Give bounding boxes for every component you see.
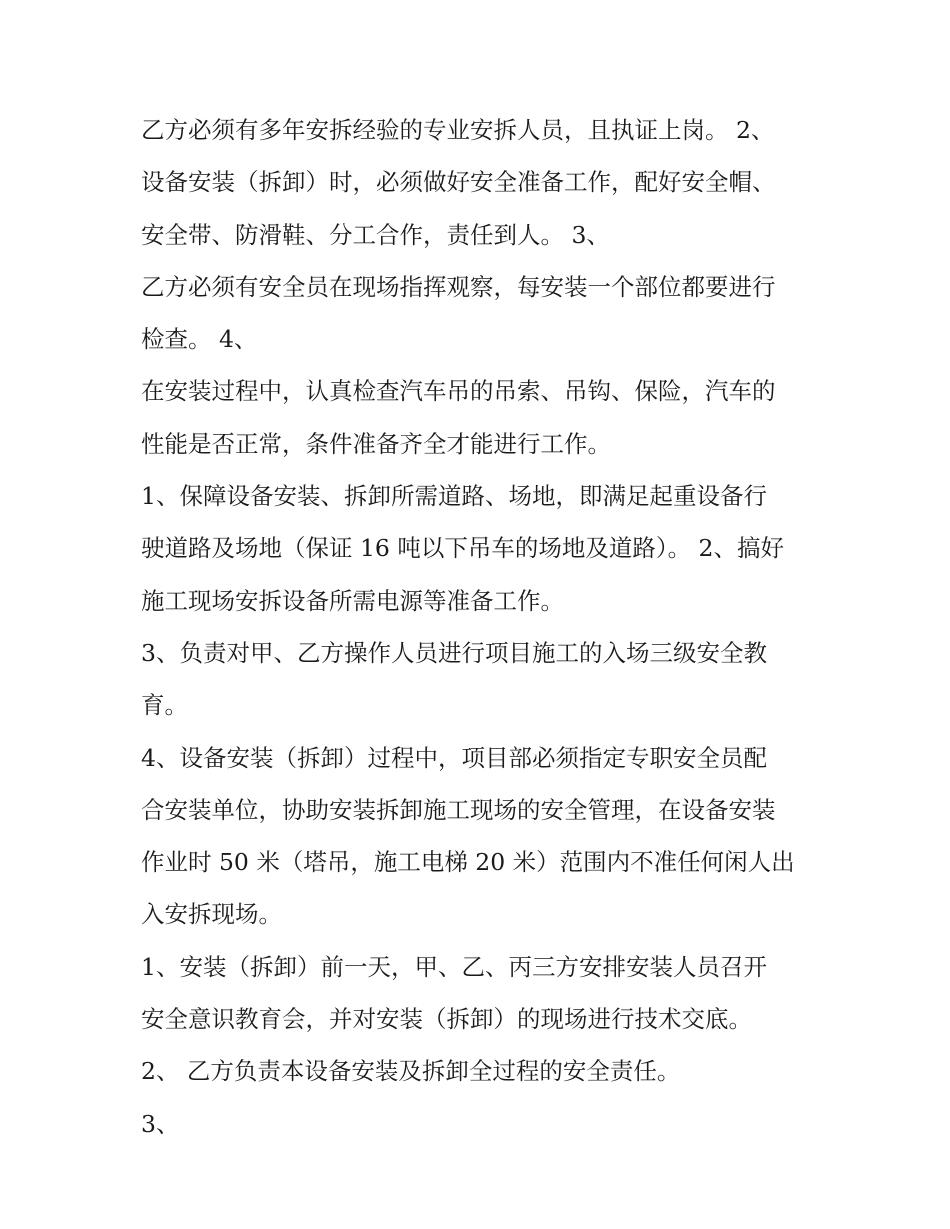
text-line: 检查。 4、 bbox=[141, 325, 258, 354]
text-line: 入安拆现场。 bbox=[141, 900, 282, 929]
text-line: 在安装过程中，认真检查汽车吊的吊索、吊钩、保险，汽车的 bbox=[141, 377, 776, 406]
text-line: 3、 bbox=[141, 1109, 180, 1138]
text-line: 3、负责对甲、乙方操作人员进行项目施工的入场三级安全教 bbox=[141, 638, 767, 667]
text-line: 作业时 50 米（塔吊，施工电梯 20 米）范围内不准任何闲人出 bbox=[141, 848, 795, 877]
text-line: 2、 乙方负责本设备安装及拆卸全过程的安全责任。 bbox=[141, 1057, 681, 1086]
text-line: 合安装单位，协助安装拆卸施工现场的安全管理，在设备安装 bbox=[141, 795, 776, 824]
text-line: 1、保障设备安装、拆卸所需道路、场地，即满足起重设备行 bbox=[141, 482, 767, 511]
text-line: 驶道路及场地（保证 16 吨以下吊车的场地及道路）。 2、搞好 bbox=[141, 534, 785, 563]
text-line: 乙方必须有安全员在现场指挥观察，每安装一个部位都要进行 bbox=[141, 272, 776, 301]
text-line: 安全意识教育会，并对安装（拆卸）的现场进行技术交底。 bbox=[141, 1005, 752, 1034]
text-line: 1、安装（拆卸）前一天，甲、乙、丙三方安排安装人员召开 bbox=[141, 952, 767, 981]
text-line: 安全带、防滑鞋、分工合作，责任到人。 3、 bbox=[141, 220, 610, 249]
text-line: 设备安装（拆卸）时，必须做好安全准备工作，配好安全帽、 bbox=[141, 168, 776, 197]
text-line: 乙方必须有多年安拆经验的专业安拆人员，且执证上岗。 2、 bbox=[141, 116, 775, 144]
text-line: 性能是否正常，条件准备齐全才能进行工作。 bbox=[141, 429, 611, 458]
text-line: 4、设备安装（拆卸）过程中，项目部必须指定专职安全员配 bbox=[141, 743, 767, 772]
text-line: 育。 bbox=[141, 691, 188, 720]
text-line: 施工现场安拆设备所需电源等准备工作。 bbox=[141, 586, 564, 615]
document-body bbox=[141, 104, 821, 1150]
